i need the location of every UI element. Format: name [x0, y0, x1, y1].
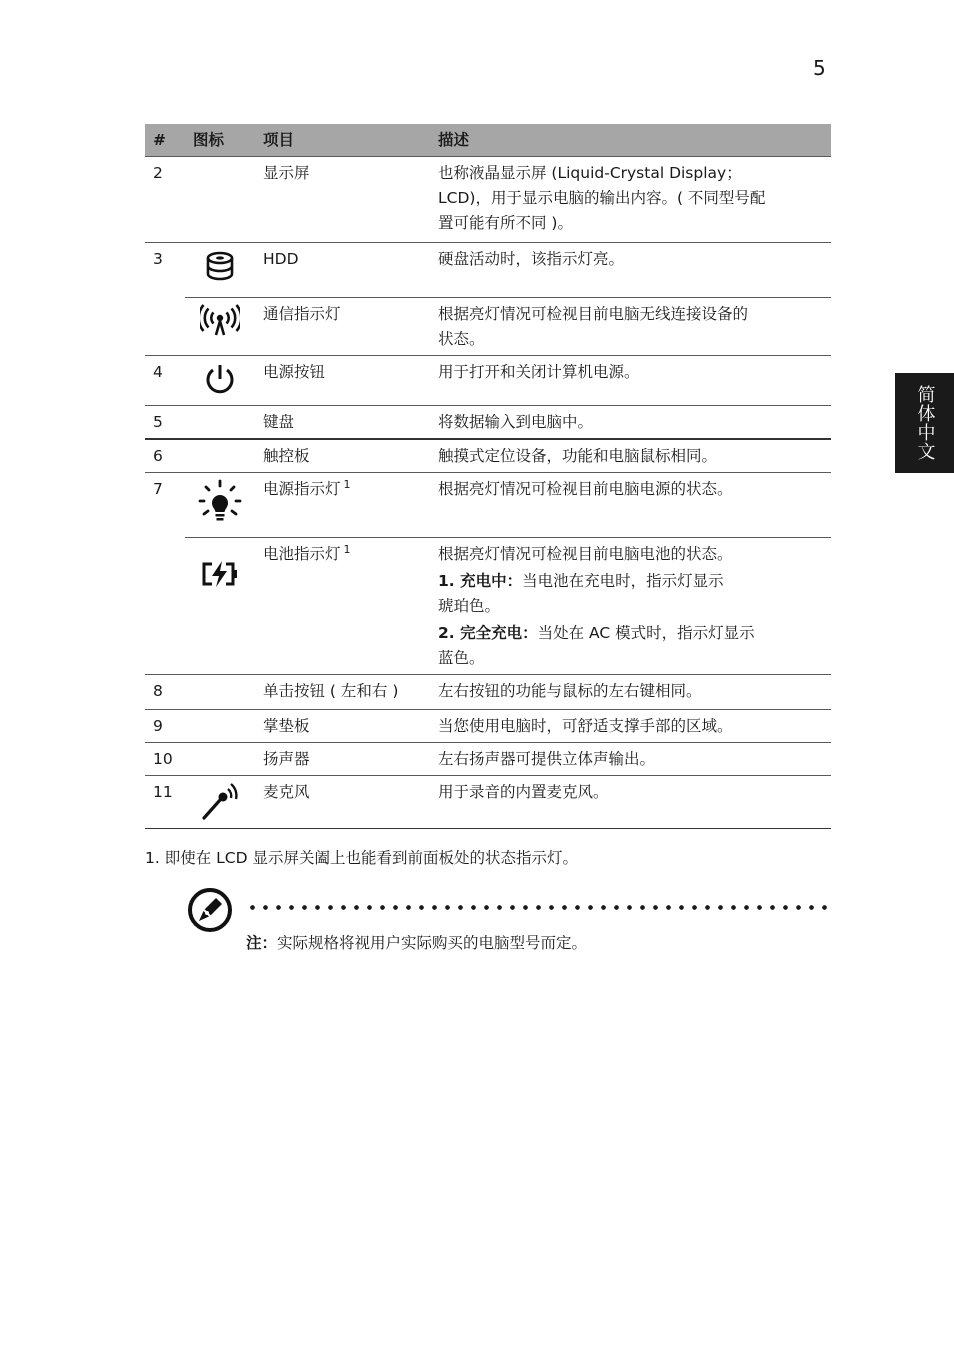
table-row [145, 743, 831, 776]
microphone-icon [185, 776, 255, 829]
row-num: 10 [145, 743, 185, 776]
table-row [145, 298, 831, 356]
hdd-icon [185, 243, 255, 298]
language-tab-label: 简体中文 [914, 385, 936, 461]
row-desc: 左右按钮的功能与鼠标的左右键相同。 [430, 675, 831, 710]
note [246, 931, 587, 955]
row-item: 通信指示灯 [255, 298, 430, 356]
row-desc: 用于打开和关闭计算机电源。 [430, 356, 831, 406]
table-row [145, 675, 831, 710]
row-num: 7 [153, 480, 163, 498]
row-num: 11 [145, 776, 185, 829]
row-num: 6 [145, 439, 185, 473]
table-row [145, 157, 831, 243]
row-desc: 也称液晶显示屏 (Liquid-Crystal Display； LCD)，用于显示电脑的输出内容。( 不同型号配 置可能有所不同 )。 [430, 157, 831, 243]
row-num: 8 [145, 675, 185, 710]
row-num: 4 [145, 356, 185, 406]
row-item: 电池指示灯 $^1$ [255, 538, 430, 675]
row-item: 电源指示灯 $^1$ [255, 473, 430, 538]
header-desc: 描述 [430, 124, 831, 157]
row-num [145, 298, 185, 356]
table-row [145, 473, 831, 538]
row-num [145, 538, 185, 675]
note-icon [186, 886, 234, 938]
row-num: 9 [145, 710, 185, 743]
table-row [145, 776, 831, 829]
row-desc: 将数据输入到电脑中。 [430, 406, 831, 440]
row-desc: 触摸式定位设备，功能和电脑鼠标相同。 [430, 439, 831, 473]
row-desc: 根据亮灯情况可检视目前电脑电池的状态。 1. 充电中：当电池在充电时，指示灯显示 琥珀色。 2. 完全充电：当处在 AC 模式时，指示灯显示 蓝色。 [430, 538, 831, 675]
power-indicator-icon [185, 473, 255, 538]
list-item: 2. 完全充电：当处在 AC 模式时，指示灯显示 [438, 624, 755, 642]
row-desc: 根据亮灯情况可检视目前电脑电源的状态。 [430, 473, 831, 538]
power-icon [185, 356, 255, 406]
language-tab [895, 373, 954, 473]
table-header [145, 124, 831, 157]
header-icon: 图标 [185, 124, 255, 157]
note-label: 注： [246, 934, 278, 952]
row-desc: 硬盘活动时，该指示灯亮。 [430, 243, 831, 298]
table-row [145, 243, 831, 298]
row-item: 单击按钮 ( 左和右 ) [255, 675, 430, 710]
row-num: 3 [153, 250, 163, 268]
row-desc: 根据亮灯情况可检视目前电脑无线连接设备的 状态。 [430, 298, 831, 356]
row-num: 5 [145, 406, 185, 440]
row-num: 2 [145, 157, 185, 243]
page-number: 5 [813, 56, 826, 80]
row-desc: 左右扬声器可提供立体声输出。 [430, 743, 831, 776]
row-item: 麦克风 [255, 776, 430, 829]
note-divider [246, 905, 831, 910]
row-item: 触控板 [255, 439, 430, 473]
list-item: 1. 充电中：当电池在充电时，指示灯显示 [438, 572, 724, 590]
table-row [145, 406, 831, 440]
header-num: # [145, 124, 185, 157]
table-row [145, 439, 831, 473]
row-item: 掌垫板 [255, 710, 430, 743]
spec-table [145, 124, 831, 829]
table-row [145, 356, 831, 406]
row-desc: 用于录音的内置麦克风。 [430, 776, 831, 829]
note-body: 实际规格将视用户实际购买的电脑型号而定。 [277, 934, 588, 952]
footnote: 1. 即使在 LCD 显示屏关阖上也能看到前面板处的状态指示灯。 [145, 849, 578, 867]
row-desc: 当您使用电脑时，可舒适支撑手部的区域。 [430, 710, 831, 743]
row-item: 电源按钮 [255, 356, 430, 406]
row-item: HDD [255, 243, 430, 298]
wireless-icon [185, 298, 255, 356]
header-item: 项目 [255, 124, 430, 157]
table-row [145, 538, 831, 675]
row-item: 键盘 [255, 406, 430, 440]
row-item: 扬声器 [255, 743, 430, 776]
row-item: 显示屏 [255, 157, 430, 243]
battery-icon [185, 538, 255, 675]
table-row [145, 710, 831, 743]
